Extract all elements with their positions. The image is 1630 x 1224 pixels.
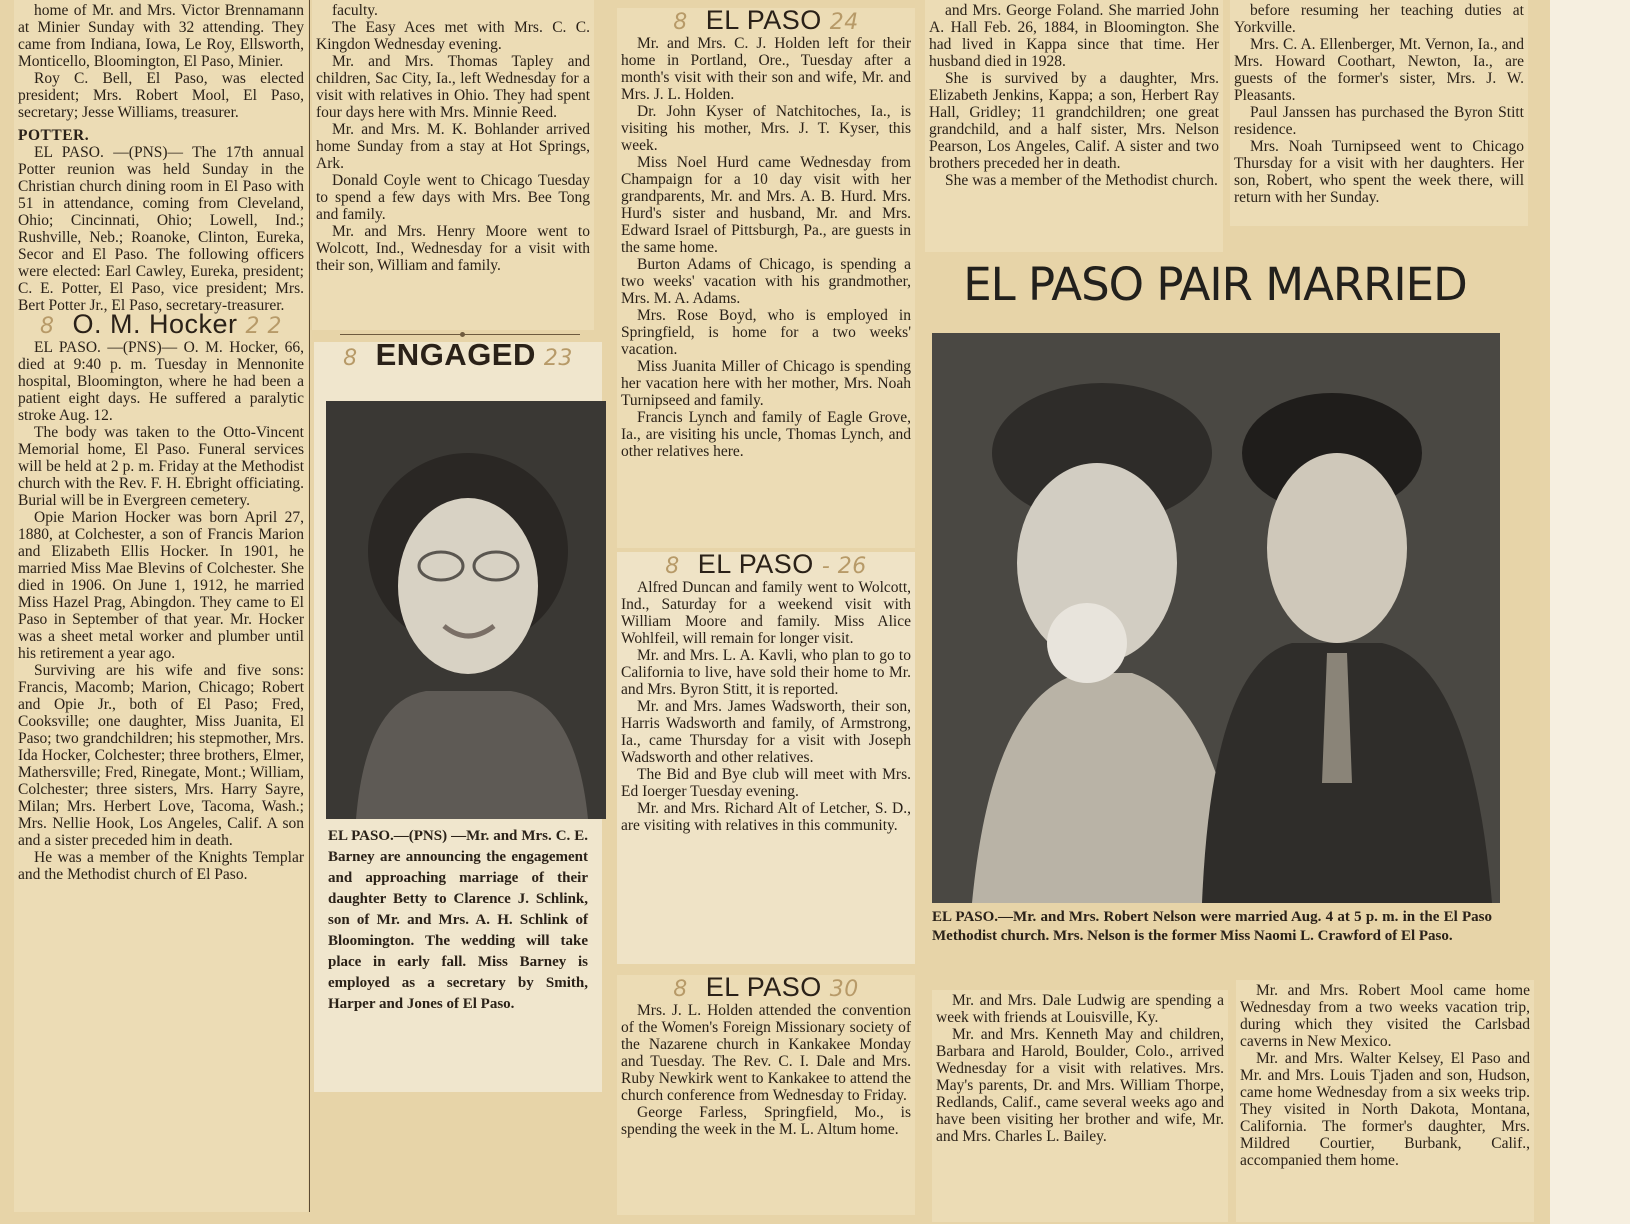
wedding-illustration <box>932 333 1500 903</box>
wedding-couple-photo <box>932 333 1500 903</box>
social-paragraph: Donald Coyle went to Chicago Tuesday to spend a few days with Mrs. Bee Tong and family. <box>316 172 590 223</box>
section-rule <box>340 334 580 335</box>
hocker-paragraph: The body was taken to the Otto-Vincent Memorial home, El Paso. Funeral services will be held at 2 p. m. Friday at the Methodist church with the Rev. F. H. Ebright officiating. Burial will be in Evergreen cemetery. <box>18 424 304 509</box>
social-paragraph: The Easy Aces met with Mrs. C. C. Kingdon Wednesday evening. <box>316 19 590 53</box>
reunion-paragraph: home of Mr. and Mrs. Victor Brennamann at Minier Sunday with 32 attending. They came from Indiana, Iowa, Le Roy, Ellsworth, Monticello, Bloomington, El Paso, Minier. <box>18 2 304 70</box>
handwritten-date-note: - 26 <box>821 554 867 579</box>
portrait-illustration <box>326 401 606 819</box>
engagement-portrait-photo <box>326 401 606 819</box>
column-divider <box>309 0 310 1212</box>
el-paso-paragraph: Mr. and Mrs. Richard Alt of Letcher, S. D., are visiting with relatives in this community. <box>621 800 911 834</box>
hocker-headline <box>18 309 304 339</box>
hocker-title: O. M. Hocker <box>72 309 238 339</box>
el-paso-paragraph: Mrs. Rose Boyd, who is employed in Springfield, is home for a two weeks' vacation. <box>621 307 911 358</box>
obituary-paragraph: She is survived by a daughter, Mrs. Elizabeth Jenkins, Kappa; a son, Herbert Ray Hall, Gridley; 11 grandchildren; one great grandchild, and a half sister, Mrs. Nelson Pearson, Los Angeles, Calif. A sister and two brothers preceded her in death. <box>929 70 1219 172</box>
el-paso-paragraph: Francis Lynch and family of Eagle Grove, Ia., are visiting his uncle, Thomas Lynch, and other relatives here. <box>621 409 911 460</box>
ludwig-notes <box>932 990 1228 1222</box>
el-paso-paragraph: Mr. and Mrs. C. J. Holden left for their home in Portland, Ore., Tuesday after a month's visit with their son and wife, Mr. and Mrs. J. L. Holden. <box>621 35 911 103</box>
handwritten-date-note: 23 <box>543 346 573 371</box>
el-paso-paragraph: George Farless, Springfield, Mo., is spending the week in the M. L. Altum home. <box>621 1104 911 1138</box>
el-paso-paragraph: Burton Adams of Chicago, is spending a two weeks' vacation with his grandmother, Mrs. M. A. Adams. <box>621 256 911 307</box>
el-paso-paragraph: The Bid and Bye club will meet with Mrs. Ed Ioerger Tuesday evening. <box>621 766 911 800</box>
page-margin <box>1550 0 1630 1224</box>
handwritten-date-note: 2 2 <box>245 314 283 339</box>
social-paragraph: faculty. <box>332 2 378 19</box>
column-social-notes <box>312 0 594 330</box>
el-paso-notes-3 <box>617 975 915 1215</box>
el-paso-title: EL PASO <box>697 552 814 579</box>
el-paso-paragraph: Mrs. J. L. Holden attended the convention of the Women's Foreign Missionary society of the Nazarene church in Kankakee Monday and Tuesday. The Rev. C. I. Dale and Mrs. Ruby Newkirk went to Kankakee to attend the church conference from Wednesday to Friday. <box>621 1002 911 1104</box>
social-paragraph: Mr. and Mrs. Thomas Tapley and children, Sac City, Ia., left Wednesday for a visit with relatives in Ohio. They had spent four days here with Mrs. Minnie Reed. <box>316 53 590 121</box>
visitors-notes <box>1230 0 1528 226</box>
visitors-paragraph: Mrs. Noah Turnipseed went to Chicago Thursday for a visit with her daughters. Her son, Robert, who spent the week there, will return with her Sunday. <box>1234 138 1524 206</box>
ludwig-paragraph: Mr. and Mrs. Kenneth May and children, Barbara and Harold, Boulder, Colo., arrived Wednesday for a visit with relatives. Mrs. May's parents, Dr. and Mrs. William Thorpe, Redlands, Calif., came several weeks ago and have been visiting her brother and wife, Mr. and Mrs. Charles L. Bailey. <box>936 1026 1224 1145</box>
reunion-officers-paragraph: Roy C. Bell, El Paso, was elected president; Mrs. Robert Mool, El Paso, secretary; Jesse Williams, treasurer. <box>18 70 304 121</box>
el-paso-paragraph: Dr. John Kyser of Natchitoches, Ia., is visiting his mother, Mrs. J. T. Kyser, this week. <box>621 103 911 154</box>
el-paso-headline <box>621 552 911 579</box>
el-paso-headline <box>621 975 911 1002</box>
married-headline: EL PASO PAIR MARRIED <box>963 258 1467 311</box>
handwritten-date-note: 30 <box>829 977 859 1002</box>
obituary-continuation <box>925 0 1223 252</box>
el-paso-notes-2 <box>617 552 915 964</box>
handwritten-date-note: 8 <box>665 554 680 579</box>
potter-paragraph: EL PASO. —(PNS)— The 17th annual Potter reunion was held Sunday in the Christian church dining room in El Paso with 51 in attendance, coming from Cleveland, Ohio; Cincinnati, Ohio; Lowell, Ind.; Rushville, Neb.; Roanoke, Clinton, Eureka, Secor and El Paso. The following officers were elected: Earl Cawley, Eureka, president; C. E. Potter, El Paso, vice president; Mrs. Bert Potter Jr., El Paso, secretary-treasurer. <box>18 144 304 314</box>
el-paso-notes-1 <box>617 8 915 548</box>
mool-paragraph: Mr. and Mrs. Walter Kelsey, El Paso and Mr. and Mrs. Louis Tjaden and son, Hudson, came home Wednesday from a six weeks trip. They visited in North Dakota, Montana, California. The former's daughter, Mrs. Mildred Courtier, Burbank, Calif., accompanied them home. <box>1240 1050 1530 1169</box>
el-paso-title: EL PASO <box>705 975 822 1002</box>
hocker-paragraph: Opie Marion Hocker was born April 27, 1880, at Colchester, a son of Francis Marion and Elizabeth Ellis Hocker. In 1901, he married Miss Mae Blevins of Colchester. She died in 1906. On June 1, 1912, he married Miss Hazel Prag, Abingdon. They came to El Paso in September of that year. Mr. Hocker was a sheet metal worker and plumber until his retirement a year ago. <box>18 509 304 662</box>
potter-kicker: POTTER. <box>18 127 90 144</box>
social-paragraph: Mr. and Mrs. M. K. Bohlander arrived home Sunday from a stay at Hot Springs, Ark. <box>316 121 590 172</box>
el-paso-paragraph: Miss Noel Hurd came Wednesday from Champaign for a 10 day visit with her grandparents, Mr. and Mrs. A. B. Hurd. Mrs. Hurd's sister and husband, Mr. and Mrs. Edward Israel of Pittsburgh, Pa., are guests in the same home. <box>621 154 911 256</box>
el-paso-title: EL PASO <box>705 8 822 35</box>
el-paso-paragraph: Mr. and Mrs. James Wadsworth, their son, Harris Wadsworth and family, of Armstrong, Ia., came Thursday for a visit with Joseph Wadsworth and other relatives. <box>621 698 911 766</box>
obituary-paragraph: and Mrs. George Foland. She married John A. Hall Feb. 26, 1884, in Bloomington. She had lived in Kappa since that time. Her husband died in 1928. <box>929 2 1219 70</box>
el-paso-paragraph: Mr. and Mrs. L. A. Kavli, who plan to go to California to live, have sold their home to Mr. and Mrs. Byron Stitt, it is reported. <box>621 647 911 698</box>
hocker-paragraph: Surviving are his wife and five sons: Francis, Macomb; Marion, Chicago; Robert and Opie Jr., both of El Paso; Fred, Cooksville; one daughter, Miss Juanita, El Paso; two grandchildren; his stepmother, Mrs. Ida Hocker, Colchester; three brothers, Elmer, Mathersville; Fred, Rinegate, Mont.; William, Colchester; three sisters, Mrs. Harry Sayre, Milan; Mrs. Herbert Love, Tacoma, Wash.; Mrs. Nellie Hook, Los Angeles, Calif. A son and a sister preceded him in death. <box>18 662 304 849</box>
engaged-title: ENGAGED <box>375 342 536 372</box>
engaged-headline <box>318 342 598 372</box>
visitors-paragraph: Paul Janssen has purchased the Byron Stitt residence. <box>1234 104 1524 138</box>
married-caption: EL PASO.—Mr. and Mrs. Robert Nelson were married Aug. 4 at 5 p. m. in the El Paso Methodist church. Mrs. Nelson is the former Miss Naomi L. Crawford of El Paso. <box>932 909 1492 944</box>
obituary-paragraph: She was a member of the Methodist church. <box>945 172 1218 189</box>
visitors-paragraph: before resuming her teaching duties at Yorkville. <box>1234 2 1524 36</box>
el-paso-paragraph: Alfred Duncan and family went to Wolcott, Ind., Saturday for a weekend visit with William Moore and family. Miss Alice Wohlfeil, will remain for longer visit. <box>621 579 911 647</box>
hocker-paragraph: EL PASO. —(PNS)— O. M. Hocker, 66, died at 9:40 p. m. Tuesday in Mennonite hospital, Bloomington, where he had been a patient eight days. He suffered a paralytic stroke Aug. 12. <box>18 339 304 424</box>
handwritten-date-note: 8 <box>673 10 688 35</box>
handwritten-date-note: 8 <box>673 977 688 1002</box>
social-paragraph: Mr. and Mrs. Henry Moore went to Wolcott, Ind., Wednesday for a visit with their son, William and family. <box>316 223 590 274</box>
handwritten-date-note: 24 <box>829 10 859 35</box>
ludwig-paragraph: Mr. and Mrs. Dale Ludwig are spending a week with friends at Louisville, Ky. <box>936 992 1224 1026</box>
handwritten-date-note: 8 <box>39 314 55 339</box>
mool-notes <box>1236 980 1534 1222</box>
el-paso-headline <box>621 8 911 35</box>
hocker-paragraph: He was a member of the Knights Templar and the Methodist church of El Paso. <box>18 849 304 883</box>
visitors-paragraph: Mrs. C. A. Ellenberger, Mt. Vernon, Ia., and Mrs. Howard Coothart, Newton, Ia., are guests of the former's sister, Mrs. J. W. Pleasants. <box>1234 36 1524 104</box>
el-paso-paragraph: Miss Juanita Miller of Chicago is spending her vacation here with her mother, Mrs. Noah Turnipseed and family. <box>621 358 911 409</box>
column-obituaries <box>14 0 308 1212</box>
handwritten-date-note: 8 <box>343 346 358 371</box>
mool-paragraph: Mr. and Mrs. Robert Mool came home Wednesday from a two weeks vacation trip, during which they visited the Carlsbad caverns in New Mexico. <box>1240 982 1530 1050</box>
engaged-caption: EL PASO.—(PNS) —Mr. and Mrs. C. E. Barney are announcing the engagement and approaching marriage of their daughter Betty to Clarence J. Schlink, son of Mr. and Mrs. A. H. Schlink of Bloomington. The wedding will take place in early fall. Miss Barney is employed as a secretary by Smith, Harper and Jones of El Paso. <box>328 828 588 1012</box>
